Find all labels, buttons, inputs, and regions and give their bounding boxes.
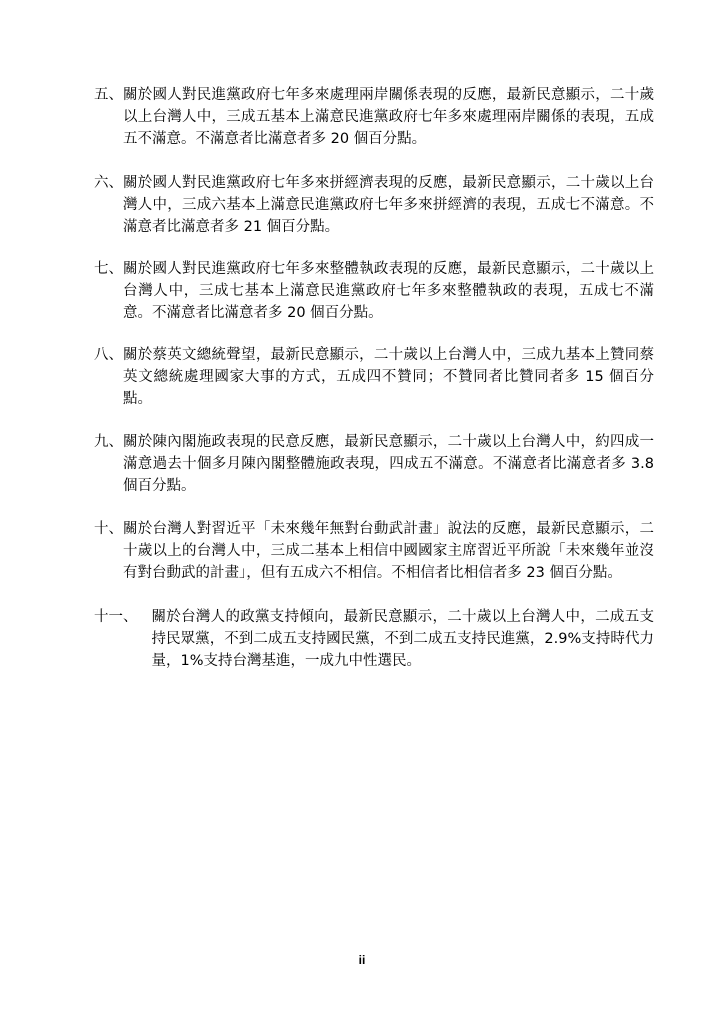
item-number: 八、 (94, 347, 123, 363)
item-text: 關於台灣人對習近平「未來幾年無對台動武計畫」說法的反應，最新民意顯示，二十歲以上的台灣人中，三成二基本上相信中國國家主席習近平所說「未來幾年並沒有對台動武的計畫」，但有五成六不相信。不相信者比相信者多 23 個百分點。 (123, 521, 654, 581)
item-text: 關於台灣人的政黨支持傾向，最新民意顯示，二十歲以上台灣人中，二成五支持民眾黨，不到二成五支持國民黨，不到二成五支持民進黨，2.9%支持時代力量，1%支持台灣基進，一成九中性選民。 (151, 609, 654, 669)
item-text: 關於國人對民進黨政府七年多來處理兩岸關係表現的反應，最新民意顯示，二十歲以上台灣人中，三成五基本上滿意民進黨政府七年多來處理兩岸關係的表現，五成五不滿意。不滿意者比滿意者多 20 個百分點。 (123, 87, 654, 147)
page-number: ii (358, 953, 366, 967)
list-item-5 (94, 84, 654, 150)
list-item-10 (94, 518, 654, 584)
list-item-8 (94, 344, 654, 410)
item-number: 七、 (94, 261, 123, 277)
item-number: 十一、 (94, 609, 138, 625)
list-item-6 (94, 172, 654, 238)
list-item-7 (94, 258, 654, 324)
item-text: 關於國人對民進黨政府七年多來拼經濟表現的反應，最新民意顯示，二十歲以上台灣人中，三成六基本上滿意民進黨政府七年多來拼經濟的表現，五成七不滿意。不滿意者比滿意者多 21 個百分點。 (123, 175, 654, 235)
item-number: 六、 (94, 175, 123, 191)
list-item-11 (94, 606, 654, 672)
item-text: 關於國人對民進黨政府七年多來整體執政表現的反應，最新民意顯示，二十歲以上台灣人中，三成七基本上滿意民進黨政府七年多來整體執政的表現，五成七不滿意。不滿意者比滿意者多 20 個百分點。 (123, 261, 654, 321)
item-text: 關於蔡英文總統聲望，最新民意顯示，二十歲以上台灣人中，三成九基本上贊同蔡英文總統處理國家大事的方式，五成四不贊同；不贊同者比贊同者多 15 個百分點。 (123, 347, 654, 407)
item-text: 關於陳內閣施政表現的民意反應，最新民意顯示，二十歲以上台灣人中，約四成一滿意過去十個多月陳內閣整體施政表現，四成五不滿意。不滿意者比滿意者多 3.8 個百分點。 (123, 434, 654, 494)
item-number: 九、 (94, 434, 123, 450)
list-item-9 (94, 431, 654, 497)
item-number: 十、 (94, 521, 123, 537)
item-number: 五、 (94, 87, 123, 103)
